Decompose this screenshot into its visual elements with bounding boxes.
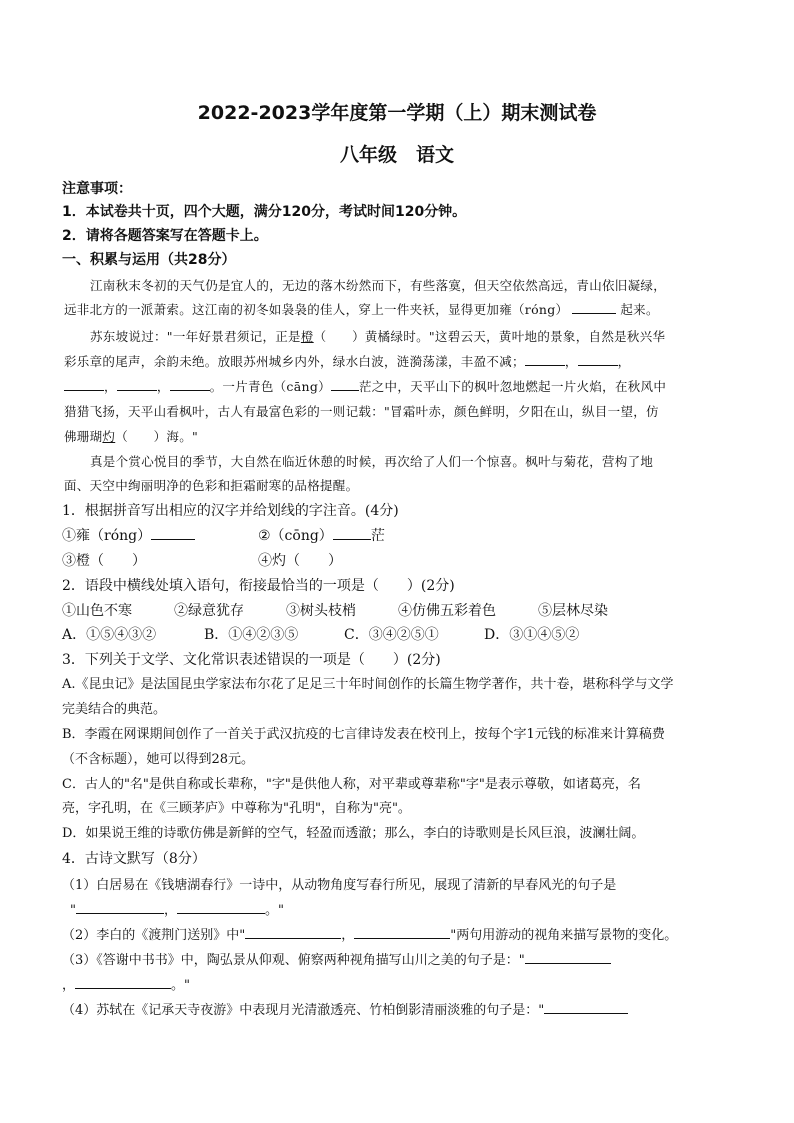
passage-line: ， ， 。一片青色（cāng） 茫之中，天平山下的枫叶忽地燃起一片火焰，在秋风中 xyxy=(64,377,666,395)
q1-item-b: ②（cōng） 茫 xyxy=(258,528,385,544)
q2-item: ⑤层林尽染 xyxy=(538,603,608,619)
answer-blank[interactable] xyxy=(544,1001,628,1014)
q2-item: ④仿佛五彩着色 xyxy=(398,603,496,619)
passage-line: 彩乐章的尾声，余韵未绝。放眼苏州城乡内外，绿水白波，涟漪荡漾，丰盈不减； ， ， xyxy=(64,354,631,369)
q1-item-d: ④灼（ ） xyxy=(258,553,342,569)
answer-blank[interactable] xyxy=(354,926,450,939)
q3-option-c: C．古人的"名"是供自称或长辈称，"字"是供他人称，对平辈或尊辈称"字"是表示尊敬，如诸葛亮，名 xyxy=(62,777,641,792)
q4-item-3: （3）《答谢中书书》中，陶弘景从仰观、俯察两种视角描写山川之美的句子是：" xyxy=(62,949,611,968)
q3-option-c-cont: 亮，字孔明，在《三顾茅庐》中尊称为"孔明"，自称为"亮"。 xyxy=(62,801,411,816)
q2-item: ①山色不寒 xyxy=(62,603,132,619)
passage-line: 远非北方的一派萧索。这江南的初冬如袅袅的佳人，穿上一件夹袄，显得更加雍（róng） 起来。 xyxy=(64,302,659,317)
answer-blank[interactable] xyxy=(75,976,171,989)
answer-blank[interactable] xyxy=(525,951,611,964)
q3-option-d: D．如果说王维的诗歌仿佛是新鲜的空气，轻盈而透澈；那么，李白的诗歌则是长风巨浪，波澜壮阔。 xyxy=(62,826,645,841)
q2-option-c[interactable]: C．③④②⑤① xyxy=(344,627,439,643)
section-heading: 一、积累与运用（共28分） xyxy=(62,252,236,268)
passage-line: 真是个赏心悦目的季节，大自然在临近休憩的时候，再次给了人们一个惊喜。枫叶与菊花，营构了地 xyxy=(90,454,654,469)
passage-line: 江南秋末冬初的天气仍是宜人的，无边的落木纷然而下，有些落寞，但天空依然高远，青山依旧凝绿， xyxy=(90,278,667,293)
q3-option-b: B．李霞在网课期间创作了一首关于武汉抗疫的七言律诗发表在校刊上，按每个字1元钱的标准来计算稿费 xyxy=(62,727,665,742)
passage-line: 猎猎飞扬，天平山看枫叶，古人有最富色彩的一则记载："冒霜叶赤，颜色鲜明，夕阳在山，纵目一望，仿 xyxy=(64,404,659,419)
q1-item-c: ③橙（ ） xyxy=(62,553,146,569)
answer-blank[interactable] xyxy=(76,901,164,914)
note-item-1: 1．本试卷共十页，四个大题，满分120分，考试时间120分钟。 xyxy=(62,204,467,220)
passage-line: 苏东坡说过："一年好景君须记，正是橙（ ）黄橘绿时。"这碧云天，黄叶地的景象，自然是秋兴华 xyxy=(90,329,666,344)
question-2-stem: 2．语段中横线处填入语句，衔接最恰当的一项是（ ）(2分) xyxy=(62,578,455,594)
q4-item-1-answer: " ， 。" xyxy=(70,903,284,918)
underlined-char: 橙 xyxy=(300,329,314,344)
answer-blank[interactable] xyxy=(572,301,616,314)
exam-subtitle: 八年级 语文 xyxy=(339,144,454,166)
q4-item-1: （1）白居易在《钱塘湖春行》一诗中，从动物角度写春行所见，展现了清新的早春风光的句子是 xyxy=(62,878,617,893)
q4-item-2: （2）李白的《渡荆门送别》中" ， "两句用游动的视角来描写景物的变化。 xyxy=(62,928,678,943)
note-item-2: 2．请将各题答案写在答题卡上。 xyxy=(62,228,268,244)
q4-item-4: （4）苏轼在《记承天寺夜游》中表现月光清澈透亮、竹柏倒影清丽淡雅的句子是：" xyxy=(62,999,628,1018)
underlined-char: 灼 xyxy=(102,429,116,444)
answer-blank[interactable] xyxy=(117,378,157,391)
answer-blank[interactable] xyxy=(245,926,341,939)
q4-item-3-cont: ， 。" xyxy=(62,978,190,993)
answer-blank[interactable] xyxy=(170,378,210,391)
question-3-stem: 3．下列关于文学、文化常识表述错误的一项是（ ）(2分) xyxy=(62,652,441,668)
q2-option-d[interactable]: D．③①④⑤② xyxy=(484,627,580,643)
answer-blank[interactable] xyxy=(525,353,565,366)
answer-blank[interactable] xyxy=(151,527,195,540)
q2-item: ②绿意犹存 xyxy=(174,603,244,619)
question-1-stem: 1．根据拼音写出相应的汉字并给划线的字注音。(4分) xyxy=(62,503,399,519)
q2-option-b[interactable]: B．①④②③⑤ xyxy=(204,627,299,643)
q2-option-a[interactable]: A．①⑤④③② xyxy=(62,627,157,643)
answer-blank[interactable] xyxy=(177,901,265,914)
q1-item-a: ①雍（róng） xyxy=(62,525,195,545)
notes-heading: 注意事项： xyxy=(62,181,132,197)
answer-blank[interactable] xyxy=(578,353,618,366)
answer-blank[interactable] xyxy=(64,378,104,391)
answer-blank[interactable] xyxy=(331,378,359,391)
q3-option-a-cont: 完美结合的典范。 xyxy=(62,702,167,717)
q2-item: ③树头枝梢 xyxy=(286,603,356,619)
question-4-stem: 4．古诗文默写（8分） xyxy=(62,851,206,867)
passage-line: 佛珊瑚灼（ ）海。" xyxy=(64,429,199,444)
q3-option-b-cont: （不含标题），她可以得到28元。 xyxy=(62,752,255,767)
answer-blank[interactable] xyxy=(333,527,371,540)
q3-option-a: A.《昆虫记》是法国昆虫学家法布尔花了足足三十年时间创作的长篇生物学著作，共十卷，堪称科学与文学 xyxy=(62,677,674,692)
exam-title: 2022-2023学年度第一学期（上）期末测试卷 xyxy=(197,102,597,124)
passage-line: 面、天空中绚丽明净的色彩和拒霜耐寒的品格提醒。 xyxy=(64,478,359,493)
